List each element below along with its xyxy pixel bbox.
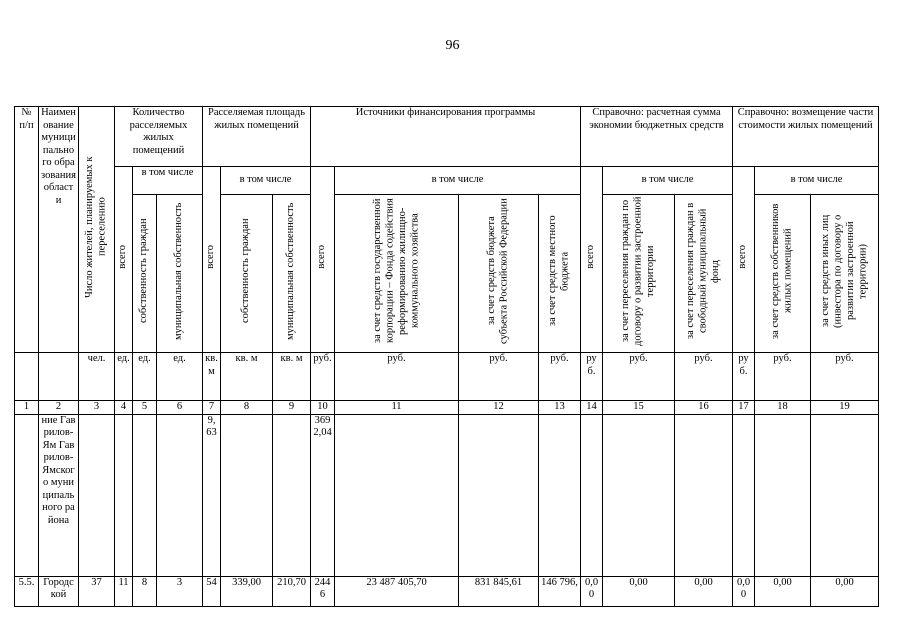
col-number: 17 xyxy=(733,401,755,415)
unit-reimb-owners: руб. xyxy=(755,353,811,401)
fund-total-header: всего xyxy=(311,167,335,353)
cell-reimb-total: 0,00 xyxy=(733,576,755,606)
unit-area-municipal: кв. м xyxy=(273,353,311,401)
unit-fund-corp: руб. xyxy=(335,353,459,401)
area-citizen-header: собственность граждан xyxy=(221,195,273,353)
reimb-total-header: всего xyxy=(733,167,755,353)
cell-name: Городской xyxy=(39,576,79,606)
unit-num xyxy=(15,353,39,401)
cell-rooms-citizen: 8 xyxy=(133,576,157,606)
fund-local-header: за счет средств местного бюджета xyxy=(539,195,581,353)
econ-free-header: за счет переселения граждан в свободный муниципальный фонд xyxy=(675,195,733,353)
cell-area-citizen: 339,00 xyxy=(221,576,273,606)
funding-group-header: Источники финансирования программы xyxy=(311,107,581,167)
col-num-header: № п/п xyxy=(15,107,39,353)
rooms-municipal-header: муниципальная собственность xyxy=(157,195,203,353)
units-row xyxy=(15,353,879,401)
cell-fund-local: 146 796, xyxy=(539,576,581,606)
cell-fund-subject: 831 845,61 xyxy=(459,576,539,606)
fund-subject-header: за счет средств бюджета субъекта Российской Федерации xyxy=(459,195,539,353)
cell-fund-corp: 23 487 405,70 xyxy=(335,576,459,606)
unit-rooms-municipal: ед. xyxy=(157,353,203,401)
col-number: 6 xyxy=(157,401,203,415)
econ-dev-header: за счет переселения граждан по договору о развитии застроенной территории xyxy=(603,195,675,353)
col-number: 10 xyxy=(311,401,335,415)
cell-econ-dev: 0,00 xyxy=(603,576,675,606)
col-number: 3 xyxy=(79,401,115,415)
area-total-header: всего xyxy=(203,167,221,353)
cell-reimb-owners: 0,00 xyxy=(755,576,811,606)
unit-rooms-total: ед. xyxy=(115,353,133,401)
econ-including-header: в том числе xyxy=(603,167,733,195)
cell-econ-total xyxy=(581,414,603,576)
cell-area-municipal: 210,70 xyxy=(273,576,311,606)
cell-area-total: 9,63 xyxy=(203,414,221,576)
cell-fund-total: 2446 xyxy=(311,576,335,606)
economy-group-header: Справочно: расчетная сумма экономии бюджетных средств xyxy=(581,107,733,167)
reimb-including-header: в том числе xyxy=(755,167,879,195)
rooms-including-header: в том числе xyxy=(133,167,203,195)
col-number: 8 xyxy=(221,401,273,415)
col-number: 7 xyxy=(203,401,221,415)
rooms-group-header: Количество расселяемых жилых помещений xyxy=(115,107,203,167)
cell-rooms-municipal: 3 xyxy=(157,576,203,606)
reimb-owners-header: за счет средств собственников жилых помещений xyxy=(755,195,811,353)
cell-fund-corp xyxy=(335,414,459,576)
cell-fund-local xyxy=(539,414,581,576)
cell-reimb-total xyxy=(733,414,755,576)
rooms-citizen-header: собственность граждан xyxy=(133,195,157,353)
unit-econ-total: руб. xyxy=(581,353,603,401)
fund-corp-header: за счет средств государственной корпорации – Фонда содействия реформированию жилищно-коммунального хозяйства xyxy=(335,195,459,353)
cell-fund-subject xyxy=(459,414,539,576)
cell-residents: 37 xyxy=(79,576,115,606)
col-number: 13 xyxy=(539,401,581,415)
cell-rooms-municipal xyxy=(157,414,203,576)
cell-reimb-investor xyxy=(811,414,879,576)
header-row-1 xyxy=(15,107,879,167)
unit-fund-local: руб. xyxy=(539,353,581,401)
cell-area-municipal xyxy=(273,414,311,576)
area-group-header: Расселяемая площадь жилых помещений xyxy=(203,107,311,167)
cell-rooms-total: 11 xyxy=(115,576,133,606)
unit-reimb-total: руб. xyxy=(733,353,755,401)
unit-econ-dev: руб. xyxy=(603,353,675,401)
cell-num xyxy=(15,414,39,576)
col-number: 1 xyxy=(15,401,39,415)
header-row-2 xyxy=(15,167,879,195)
fund-including-header: в том числе xyxy=(335,167,581,195)
col-residents-header: Число жителей, планируемых к переселению xyxy=(79,107,115,353)
reimb-investor-header: за счет средств иных лиц (инвестора по договору о развитии застроенной территории) xyxy=(811,195,879,353)
column-numbers-row xyxy=(15,401,879,415)
col-number: 12 xyxy=(459,401,539,415)
table-row-continuation xyxy=(15,414,879,576)
unit-econ-free: руб. xyxy=(675,353,733,401)
page-number: 96 xyxy=(445,38,460,53)
cell-residents xyxy=(79,414,115,576)
cell-reimb-owners xyxy=(755,414,811,576)
cell-rooms-citizen xyxy=(133,414,157,576)
rooms-total-header: всего xyxy=(115,167,133,353)
col-number: 2 xyxy=(39,401,79,415)
unit-residents: чел. xyxy=(79,353,115,401)
unit-reimb-investor: руб. xyxy=(811,353,879,401)
unit-fund-total: руб. xyxy=(311,353,335,401)
econ-total-header: всего xyxy=(581,167,603,353)
col-number: 9 xyxy=(273,401,311,415)
unit-area-citizen: кв. м xyxy=(221,353,273,401)
col-name-header: Наименование муниципального образования области xyxy=(39,107,79,353)
col-number: 19 xyxy=(811,401,879,415)
cell-area-citizen xyxy=(221,414,273,576)
col-number: 14 xyxy=(581,401,603,415)
cell-econ-free: 0,00 xyxy=(675,576,733,606)
cell-area-total: 54 xyxy=(203,576,221,606)
col-number: 18 xyxy=(755,401,811,415)
col-number: 15 xyxy=(603,401,675,415)
area-including-header: в том числе xyxy=(221,167,311,195)
col-number: 4 xyxy=(115,401,133,415)
cell-econ-free xyxy=(675,414,733,576)
cell-fund-total: 3692,04 xyxy=(311,414,335,576)
cell-econ-dev xyxy=(603,414,675,576)
unit-fund-subject: руб. xyxy=(459,353,539,401)
cell-reimb-investor: 0,00 xyxy=(811,576,879,606)
area-municipal-header: муниципальная собственность xyxy=(273,195,311,353)
cell-name: ние Гаврилов-Ям Гаврилов-Ямского муниципального района xyxy=(39,414,79,576)
cell-num: 5.5. xyxy=(15,576,39,606)
unit-name xyxy=(39,353,79,401)
reimb-group-header: Справочно: возмещение части стоимости жилых помещений xyxy=(733,107,879,167)
col-number: 16 xyxy=(675,401,733,415)
program-table xyxy=(14,106,879,607)
table-row-5-5 xyxy=(15,576,879,606)
cell-econ-total: 0,00 xyxy=(581,576,603,606)
col-number: 5 xyxy=(133,401,157,415)
unit-rooms-citizen: ед. xyxy=(133,353,157,401)
cell-rooms-total xyxy=(115,414,133,576)
col-number: 11 xyxy=(335,401,459,415)
unit-area-total: кв.м xyxy=(203,353,221,401)
